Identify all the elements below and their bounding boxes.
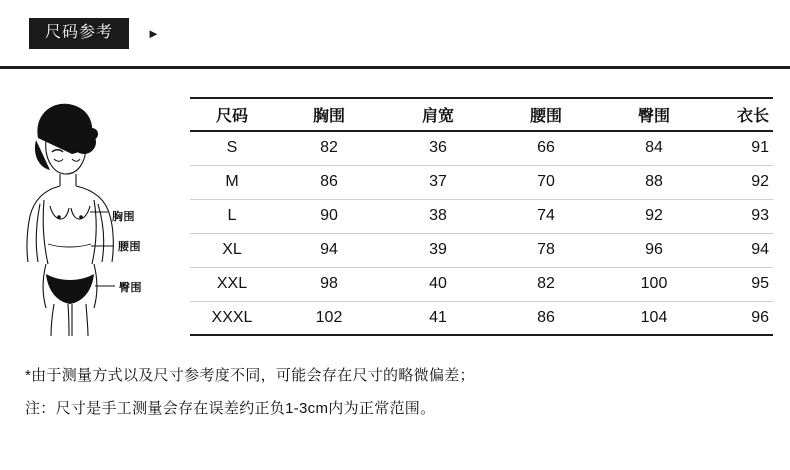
table-row [190, 233, 773, 267]
cell-waist: 78 [492, 233, 600, 267]
female-figure-drawing [20, 96, 180, 336]
cell-size: XXXL [190, 301, 274, 335]
cell-size: S [190, 131, 274, 165]
section-title-badge: 尺码参考 [29, 18, 129, 49]
cell-length: 94 [708, 233, 773, 267]
table-row [190, 301, 773, 335]
body-measurement-illustration [20, 96, 180, 336]
cell-bust: 94 [274, 233, 384, 267]
note-tolerance: 注：尺寸是手工测量会存在误差约正负1-3cm内为正常范围。 [25, 399, 436, 417]
cell-bust: 86 [274, 165, 384, 199]
cell-waist: 66 [492, 131, 600, 165]
table-row [190, 165, 773, 199]
table-header-row [190, 98, 773, 131]
cell-bust: 98 [274, 267, 384, 301]
cell-shoulder: 38 [384, 199, 492, 233]
cell-length: 93 [708, 199, 773, 233]
cell-size: L [190, 199, 274, 233]
figure-label-waist: 腰围 [118, 241, 141, 253]
figure-label-bust: 胸围 [112, 211, 135, 223]
cell-hip: 96 [600, 233, 708, 267]
cell-shoulder: 37 [384, 165, 492, 199]
column-header-waist: 腰围 [492, 98, 600, 131]
header-divider [0, 66, 790, 69]
cell-size: M [190, 165, 274, 199]
figure-label-hip: 臀围 [119, 282, 142, 294]
table-row [190, 131, 773, 165]
cell-size: XXL [190, 267, 274, 301]
cell-shoulder: 40 [384, 267, 492, 301]
cell-length: 91 [708, 131, 773, 165]
column-header-length: 衣长 [708, 98, 773, 131]
cell-hip: 92 [600, 199, 708, 233]
column-header-bust: 胸围 [274, 98, 384, 131]
cell-hip: 88 [600, 165, 708, 199]
cell-hip: 100 [600, 267, 708, 301]
cell-length: 96 [708, 301, 773, 335]
cell-waist: 70 [492, 165, 600, 199]
cell-waist: 74 [492, 199, 600, 233]
size-table [190, 97, 773, 336]
cell-bust: 102 [274, 301, 384, 335]
cell-length: 95 [708, 267, 773, 301]
cell-bust: 82 [274, 131, 384, 165]
cell-size: XL [190, 233, 274, 267]
measurement-notes [25, 366, 765, 431]
column-header-size: 尺码 [190, 98, 274, 131]
table-row [190, 267, 773, 301]
cell-shoulder: 41 [384, 301, 492, 335]
column-header-hip: 臀围 [600, 98, 708, 131]
note-deviation: *由于测量方式以及尺寸参考度不同，可能会存在尺寸的略微偏差； [25, 367, 475, 384]
cell-hip: 84 [600, 131, 708, 165]
cell-length: 92 [708, 165, 773, 199]
table-row [190, 199, 773, 233]
cell-shoulder: 36 [384, 131, 492, 165]
header [0, 0, 790, 66]
cell-shoulder: 39 [384, 233, 492, 267]
cell-waist: 86 [492, 301, 600, 335]
cell-bust: 90 [274, 199, 384, 233]
column-header-shoulder: 肩宽 [384, 98, 492, 131]
cell-waist: 82 [492, 267, 600, 301]
play-arrow-icon: ► [147, 25, 160, 41]
size-chart [190, 97, 773, 336]
cell-hip: 104 [600, 301, 708, 335]
